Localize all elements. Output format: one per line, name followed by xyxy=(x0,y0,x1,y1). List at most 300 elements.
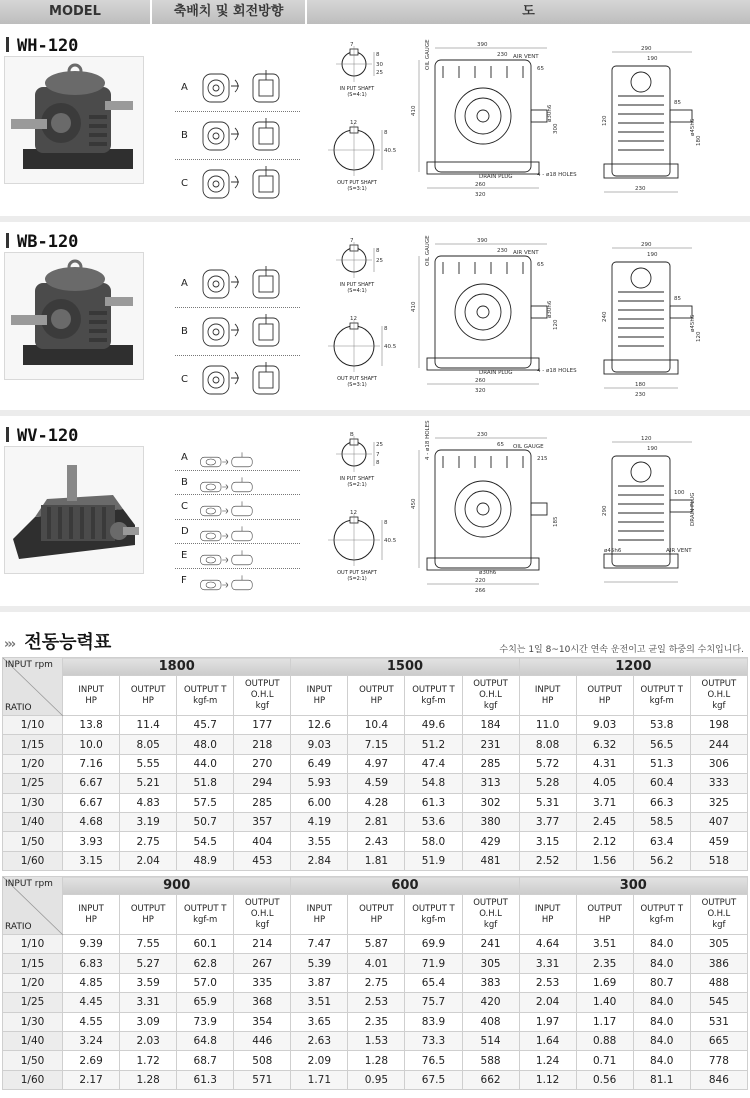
output-shaft-dim: 40.5 xyxy=(384,538,397,544)
value-cell: 3.87 xyxy=(291,973,348,992)
value-cell: 1.24 xyxy=(519,1051,576,1070)
ratio-cell: 1/60 xyxy=(3,1070,63,1089)
value-cell: 84.0 xyxy=(633,1051,690,1070)
value-cell: 5.72 xyxy=(519,754,576,773)
arrangement-sketch xyxy=(197,573,256,596)
value-cell: 5.28 xyxy=(519,774,576,793)
value-cell: 1.64 xyxy=(519,1031,576,1050)
value-cell: 214 xyxy=(234,935,291,954)
model-name: WV-120 xyxy=(6,426,78,446)
output-shaft-drawing xyxy=(322,120,397,178)
value-cell: 1.81 xyxy=(348,851,405,870)
front-label: OIL GAUGE xyxy=(513,444,544,450)
table-corner xyxy=(3,877,63,935)
header-drawing: 도 xyxy=(307,0,750,24)
arrangement-row xyxy=(175,471,300,496)
corner-input-rpm-label: INPUT rpm xyxy=(5,879,53,889)
column-header: OUTPUT O.H.L kgf xyxy=(234,676,291,716)
side-dimension: 240 xyxy=(602,311,608,322)
output-shaft-dim: 8 xyxy=(384,326,388,332)
value-cell: 3.09 xyxy=(120,1012,177,1031)
value-cell: 3.51 xyxy=(576,935,633,954)
value-cell: 2.75 xyxy=(348,973,405,992)
input-shaft-dim: 25 xyxy=(376,442,383,448)
value-cell: 56.5 xyxy=(633,735,690,754)
value-cell: 2.75 xyxy=(120,832,177,851)
value-cell: 84.0 xyxy=(633,935,690,954)
table-row xyxy=(3,1070,748,1089)
value-cell: 313 xyxy=(462,774,519,793)
value-cell: 335 xyxy=(234,973,291,992)
value-cell: 380 xyxy=(462,812,519,831)
front-dimension: 120 xyxy=(553,319,559,330)
front-dimension: 65 xyxy=(537,66,544,72)
value-cell: 81.1 xyxy=(633,1070,690,1089)
input-shaft-dim: 25 xyxy=(376,70,383,76)
value-cell: 3.93 xyxy=(63,832,120,851)
front-dimension: 390 xyxy=(477,238,488,244)
value-cell: 56.2 xyxy=(633,851,690,870)
value-cell: 44.0 xyxy=(177,754,234,773)
value-cell: 4.01 xyxy=(348,954,405,973)
arrangement-label: A xyxy=(181,452,188,464)
value-cell: 48.9 xyxy=(177,851,234,870)
input-shaft-dim: 7 xyxy=(350,238,354,244)
value-cell: 9.39 xyxy=(63,935,120,954)
value-cell: 58.0 xyxy=(405,832,462,851)
value-cell: 51.8 xyxy=(177,774,234,793)
arrangement-row xyxy=(175,520,300,545)
column-header: OUTPUT O.H.L kgf xyxy=(462,895,519,935)
value-cell: 368 xyxy=(234,993,291,1012)
value-cell: 665 xyxy=(690,1031,747,1050)
value-cell: 7.55 xyxy=(120,935,177,954)
output-shaft-ratio: (S=3:1) xyxy=(347,382,367,388)
output-shaft-label: OUT PUT SHAFT xyxy=(337,376,377,382)
front-label: 4 - ø18 HOLES xyxy=(537,368,577,374)
column-header: OUTPUT T kgf-m xyxy=(177,895,234,935)
output-shaft-label: OUT PUT SHAFT xyxy=(337,570,377,576)
value-cell: 5.39 xyxy=(291,954,348,973)
table-row xyxy=(3,754,748,773)
front-label: AIR VENT xyxy=(513,250,539,256)
column-header: INPUT HP xyxy=(519,895,576,935)
value-cell: 62.8 xyxy=(177,954,234,973)
table-row xyxy=(3,774,748,793)
value-cell: 2.53 xyxy=(519,973,576,992)
table-title: 전동능력표 xyxy=(24,632,112,653)
front-dimension: 230 xyxy=(497,52,508,58)
value-cell: 270 xyxy=(234,754,291,773)
output-shaft-dim: 12 xyxy=(350,316,357,322)
value-cell: 518 xyxy=(690,851,747,870)
table-row xyxy=(3,735,748,754)
arrangement-sketch xyxy=(197,360,295,398)
model-name: WB-120 xyxy=(6,232,78,252)
value-cell: 1.72 xyxy=(120,1051,177,1070)
column-header: OUTPUT HP xyxy=(348,895,405,935)
value-cell: 846 xyxy=(690,1070,747,1089)
arrangement-row xyxy=(175,160,300,208)
arrangement-list xyxy=(175,446,300,593)
value-cell: 305 xyxy=(462,954,519,973)
column-header: OUTPUT T kgf-m xyxy=(633,676,690,716)
column-header: INPUT HP xyxy=(63,676,120,716)
side-dimension: 180 xyxy=(635,382,646,388)
arrangement-list xyxy=(175,64,300,208)
table-corner xyxy=(3,658,63,716)
value-cell: 2.17 xyxy=(63,1070,120,1089)
chevron-icon: ››› xyxy=(4,637,15,652)
value-cell: 67.5 xyxy=(405,1070,462,1089)
arrangement-row xyxy=(175,260,300,308)
value-cell: 4.19 xyxy=(291,812,348,831)
value-cell: 1.71 xyxy=(291,1070,348,1089)
value-cell: 4.28 xyxy=(348,793,405,812)
value-cell: 3.19 xyxy=(120,812,177,831)
input-shaft-drawing xyxy=(322,40,392,84)
side-label: ø45h6 xyxy=(690,118,696,136)
value-cell: 51.2 xyxy=(405,735,462,754)
value-cell: 84.0 xyxy=(633,1012,690,1031)
side-label: DRAIN PLUG xyxy=(690,492,696,526)
gearbox-photo xyxy=(5,57,145,185)
value-cell: 45.7 xyxy=(177,716,234,735)
table-row xyxy=(3,935,748,954)
value-cell: 2.04 xyxy=(519,993,576,1012)
side-dimension: 290 xyxy=(641,242,652,248)
arrangement-label: E xyxy=(181,550,188,562)
table-row xyxy=(3,793,748,812)
value-cell: 1.69 xyxy=(576,973,633,992)
side-dimension: 100 xyxy=(674,490,685,496)
value-cell: 3.15 xyxy=(519,832,576,851)
value-cell: 6.67 xyxy=(63,774,120,793)
value-cell: 2.81 xyxy=(348,812,405,831)
value-cell: 545 xyxy=(690,993,747,1012)
value-cell: 75.7 xyxy=(405,993,462,1012)
arrangement-sketch xyxy=(197,264,295,302)
side-dimension: 85 xyxy=(674,296,681,302)
value-cell: 5.93 xyxy=(291,774,348,793)
front-dimension: 215 xyxy=(537,456,548,462)
value-cell: 2.04 xyxy=(120,851,177,870)
ratio-cell: 1/25 xyxy=(3,774,63,793)
arrangement-row xyxy=(175,112,300,160)
value-cell: 386 xyxy=(690,954,747,973)
value-cell: 84.0 xyxy=(633,954,690,973)
front-label: 4 - ø18 HOLES xyxy=(425,420,431,460)
front-label: DRAIN PLUG xyxy=(479,370,513,376)
value-cell: 588 xyxy=(462,1051,519,1070)
arrangement-label: F xyxy=(181,574,187,586)
value-cell: 6.67 xyxy=(63,793,120,812)
front-dimension: 220 xyxy=(475,578,486,584)
value-cell: 459 xyxy=(690,832,747,851)
input-shaft-label: IN PUT SHAFT xyxy=(339,86,375,92)
column-header: OUTPUT T kgf-m xyxy=(633,895,690,935)
value-cell: 80.7 xyxy=(633,973,690,992)
column-header: OUTPUT T kgf-m xyxy=(177,676,234,716)
front-view-drawing xyxy=(405,420,575,596)
arrangement-row xyxy=(175,356,300,404)
value-cell: 1.17 xyxy=(576,1012,633,1031)
value-cell: 1.56 xyxy=(576,851,633,870)
column-header: OUTPUT HP xyxy=(576,895,633,935)
value-cell: 3.71 xyxy=(576,793,633,812)
side-dimension: 190 xyxy=(647,56,658,62)
input-shaft-dim: 7 xyxy=(350,42,354,48)
value-cell: 218 xyxy=(234,735,291,754)
value-cell: 408 xyxy=(462,1012,519,1031)
side-view-drawing xyxy=(590,36,720,206)
value-cell: 65.9 xyxy=(177,993,234,1012)
value-cell: 5.31 xyxy=(519,793,576,812)
value-cell: 6.00 xyxy=(291,793,348,812)
value-cell: 2.52 xyxy=(519,851,576,870)
performance-table xyxy=(2,876,748,1090)
column-header: INPUT HP xyxy=(519,676,576,716)
value-cell: 1.28 xyxy=(348,1051,405,1070)
value-cell: 1.53 xyxy=(348,1031,405,1050)
side-dimension: 230 xyxy=(635,186,646,192)
corner-ratio-label: RATIO xyxy=(5,703,32,713)
front-dimension: 260 xyxy=(475,182,486,188)
value-cell: 51.3 xyxy=(633,754,690,773)
header-arrangement: 축배치 및 회전방향 xyxy=(152,0,305,24)
input-shaft-dim: 25 xyxy=(376,258,383,264)
front-label: OIL GAUGE xyxy=(425,39,431,70)
ratio-cell: 1/60 xyxy=(3,851,63,870)
table-row xyxy=(3,851,748,870)
ratio-cell: 1/30 xyxy=(3,1012,63,1031)
value-cell: 65.4 xyxy=(405,973,462,992)
value-cell: 63.4 xyxy=(633,832,690,851)
gearbox-photo xyxy=(5,253,145,381)
column-header: OUTPUT O.H.L kgf xyxy=(690,895,747,935)
value-cell: 1.40 xyxy=(576,993,633,1012)
value-cell: 294 xyxy=(234,774,291,793)
arrangement-label: C xyxy=(181,178,188,189)
value-cell: 508 xyxy=(234,1051,291,1070)
front-dimension: 230 xyxy=(497,248,508,254)
value-cell: 0.95 xyxy=(348,1070,405,1089)
arrangement-row xyxy=(175,64,300,112)
value-cell: 64.8 xyxy=(177,1031,234,1050)
value-cell: 60.4 xyxy=(633,774,690,793)
arrangement-label: B xyxy=(181,130,188,141)
value-cell: 2.35 xyxy=(576,954,633,973)
arrangement-label: D xyxy=(181,525,189,537)
input-shaft-drawing xyxy=(322,430,392,474)
value-cell: 54.5 xyxy=(177,832,234,851)
value-cell: 5.55 xyxy=(120,754,177,773)
table-row xyxy=(3,993,748,1012)
side-dimension: 190 xyxy=(647,446,658,452)
value-cell: 2.63 xyxy=(291,1031,348,1050)
value-cell: 7.16 xyxy=(63,754,120,773)
arrangement-row xyxy=(175,569,300,594)
arrangement-label: C xyxy=(181,501,188,513)
ratio-cell: 1/30 xyxy=(3,793,63,812)
input-shaft-dim: 7 xyxy=(376,452,380,458)
value-cell: 13.8 xyxy=(63,716,120,735)
value-cell: 54.8 xyxy=(405,774,462,793)
value-cell: 60.1 xyxy=(177,935,234,954)
value-cell: 429 xyxy=(462,832,519,851)
model-section xyxy=(0,222,750,416)
corner-input-rpm-label: INPUT rpm xyxy=(5,660,53,670)
value-cell: 285 xyxy=(234,793,291,812)
input-shaft-dim: 30 xyxy=(376,62,383,68)
value-cell: 4.05 xyxy=(576,774,633,793)
value-cell: 177 xyxy=(234,716,291,735)
value-cell: 61.3 xyxy=(405,793,462,812)
column-header: OUTPUT T kgf-m xyxy=(405,895,462,935)
model-section xyxy=(0,26,750,222)
table-row xyxy=(3,812,748,831)
value-cell: 407 xyxy=(690,812,747,831)
value-cell: 357 xyxy=(234,812,291,831)
value-cell: 306 xyxy=(690,754,747,773)
front-dimension: 450 xyxy=(411,498,417,509)
output-shaft xyxy=(322,316,397,388)
front-label: DRAIN PLUG xyxy=(479,174,513,180)
model-name: WH-120 xyxy=(6,36,78,56)
arrangement-label: C xyxy=(181,374,188,385)
value-cell: 2.43 xyxy=(348,832,405,851)
output-shaft-ratio: (S=2:1) xyxy=(347,576,367,582)
arrangement-sketch xyxy=(197,116,295,154)
value-cell: 11.4 xyxy=(120,716,177,735)
arrangement-sketch xyxy=(197,450,256,473)
arrangement-row xyxy=(175,446,300,471)
value-cell: 404 xyxy=(234,832,291,851)
output-shaft-dim: 12 xyxy=(350,510,357,516)
value-cell: 84.0 xyxy=(633,1031,690,1050)
column-header: INPUT HP xyxy=(291,676,348,716)
ratio-cell: 1/50 xyxy=(3,832,63,851)
value-cell: 778 xyxy=(690,1051,747,1070)
table-row xyxy=(3,1012,748,1031)
side-dimension: 190 xyxy=(647,252,658,258)
value-cell: 1.28 xyxy=(120,1070,177,1089)
value-cell: 57.5 xyxy=(177,793,234,812)
front-dimension: 260 xyxy=(475,378,486,384)
value-cell: 5.27 xyxy=(120,954,177,973)
column-header: INPUT HP xyxy=(63,895,120,935)
front-dimension: 300 xyxy=(553,123,559,134)
performance-table xyxy=(2,657,748,871)
input-shaft-dim: 8 xyxy=(376,248,380,254)
input-shaft-ratio: (S=4:1) xyxy=(347,92,367,98)
front-view-drawing xyxy=(405,232,575,402)
ratio-cell: 1/20 xyxy=(3,754,63,773)
value-cell: 241 xyxy=(462,935,519,954)
front-dimension: 390 xyxy=(477,42,488,48)
value-cell: 83.9 xyxy=(405,1012,462,1031)
output-shaft-dim: 8 xyxy=(384,520,388,526)
input-shaft xyxy=(322,40,392,98)
value-cell: 244 xyxy=(690,735,747,754)
arrangement-sketch xyxy=(197,164,295,202)
gearbox-photo-frame xyxy=(4,446,144,574)
value-cell: 1.12 xyxy=(519,1070,576,1089)
arrangement-row xyxy=(175,308,300,356)
value-cell: 8.08 xyxy=(519,735,576,754)
arrangement-label: A xyxy=(181,278,188,289)
input-shaft-ratio: (S=4:1) xyxy=(347,288,367,294)
arrangement-label: B xyxy=(181,326,188,337)
value-cell: 51.9 xyxy=(405,851,462,870)
arrangement-label: B xyxy=(181,476,188,488)
column-header: OUTPUT O.H.L kgf xyxy=(690,676,747,716)
table-row xyxy=(3,973,748,992)
output-shaft-dim: 12 xyxy=(350,120,357,126)
value-cell: 3.59 xyxy=(120,973,177,992)
value-cell: 4.97 xyxy=(348,754,405,773)
output-shaft-drawing xyxy=(322,316,397,374)
value-cell: 71.9 xyxy=(405,954,462,973)
front-label: ø30h6 xyxy=(547,104,553,122)
value-cell: 4.85 xyxy=(63,973,120,992)
value-cell: 3.15 xyxy=(63,851,120,870)
output-shaft-ratio: (S=3:1) xyxy=(347,186,367,192)
arrangement-sketch xyxy=(197,548,256,571)
output-shaft xyxy=(322,120,397,192)
header-model: MODEL xyxy=(0,0,150,24)
value-cell: 73.9 xyxy=(177,1012,234,1031)
column-header: OUTPUT HP xyxy=(120,895,177,935)
value-cell: 514 xyxy=(462,1031,519,1050)
side-dimension: 290 xyxy=(641,46,652,52)
value-cell: 6.49 xyxy=(291,754,348,773)
rpm-header: 1800 xyxy=(63,658,291,676)
side-dimension: 180 xyxy=(696,135,702,146)
column-header: OUTPUT O.H.L kgf xyxy=(462,676,519,716)
side-label: ø45h6 xyxy=(604,548,622,554)
value-cell: 2.69 xyxy=(63,1051,120,1070)
ratio-cell: 1/10 xyxy=(3,935,63,954)
side-view-drawing xyxy=(590,232,720,402)
front-dimension: 410 xyxy=(411,301,417,312)
side-dimension: 120 xyxy=(641,436,652,442)
arrangement-row xyxy=(175,544,300,569)
front-dimension: 65 xyxy=(497,442,504,448)
front-dimension: 230 xyxy=(477,432,488,438)
value-cell: 9.03 xyxy=(291,735,348,754)
value-cell: 231 xyxy=(462,735,519,754)
front-dimension: 185 xyxy=(553,516,559,527)
input-shaft-label: IN PUT SHAFT xyxy=(339,476,375,482)
column-header: OUTPUT HP xyxy=(348,676,405,716)
value-cell: 2.03 xyxy=(120,1031,177,1050)
value-cell: 3.24 xyxy=(63,1031,120,1050)
value-cell: 1.97 xyxy=(519,1012,576,1031)
front-dimension: 65 xyxy=(537,262,544,268)
column-header-band xyxy=(0,0,750,24)
side-dimension: 85 xyxy=(674,100,681,106)
corner-ratio-label: RATIO xyxy=(5,922,32,932)
value-cell: 53.6 xyxy=(405,812,462,831)
value-cell: 3.51 xyxy=(291,993,348,1012)
value-cell: 662 xyxy=(462,1070,519,1089)
ratio-cell: 1/20 xyxy=(3,973,63,992)
value-cell: 488 xyxy=(690,973,747,992)
table-row xyxy=(3,954,748,973)
ratio-cell: 1/10 xyxy=(3,716,63,735)
value-cell: 305 xyxy=(690,935,747,954)
